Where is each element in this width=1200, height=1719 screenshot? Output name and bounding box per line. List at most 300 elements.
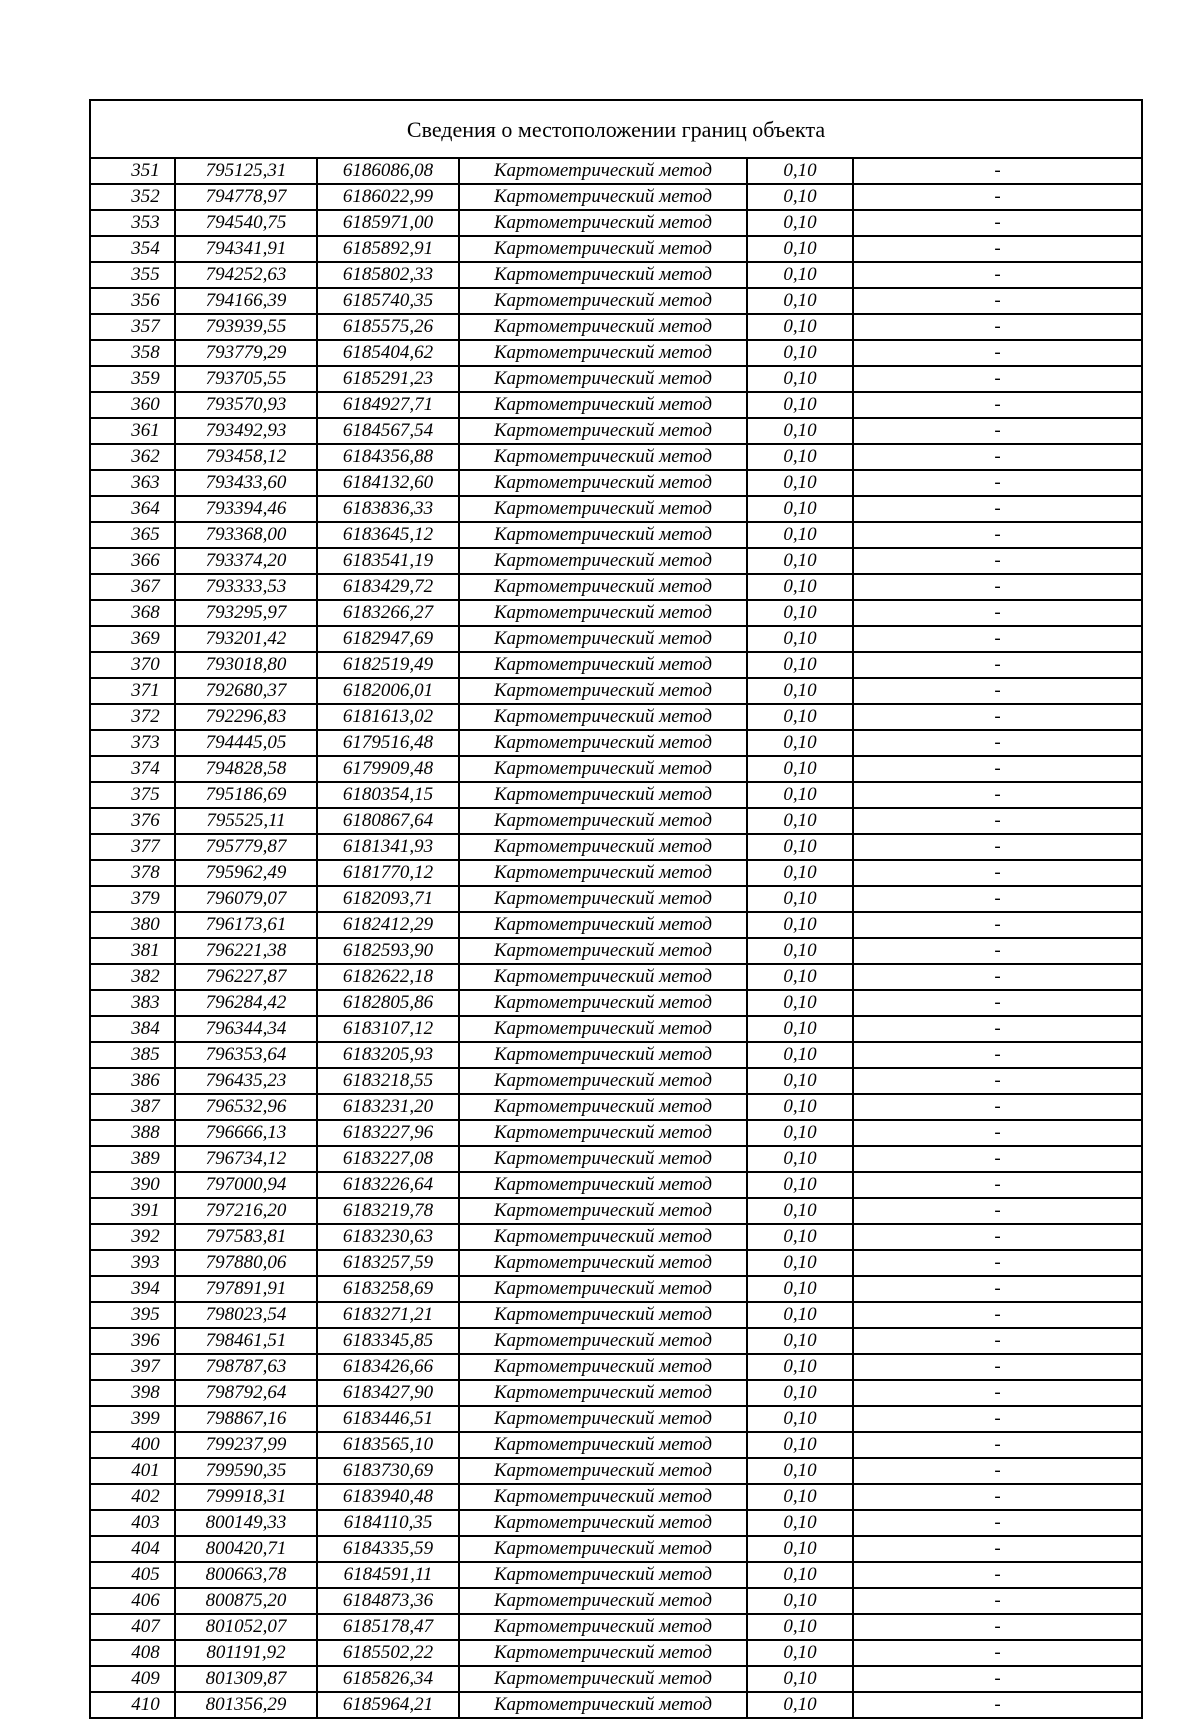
coordinate-x-cell: 793394,46 bbox=[175, 496, 317, 522]
description-cell: - bbox=[853, 782, 1141, 808]
method-cell: Картометрический метод bbox=[459, 1458, 747, 1484]
table-row bbox=[91, 1276, 1141, 1302]
table-row bbox=[91, 470, 1141, 496]
coordinate-y-cell: 6185291,23 bbox=[317, 366, 459, 392]
method-cell: Картометрический метод bbox=[459, 990, 747, 1016]
description-cell: - bbox=[853, 184, 1141, 210]
point-number-cell: 382 bbox=[91, 964, 175, 990]
method-cell: Картометрический метод bbox=[459, 1614, 747, 1640]
accuracy-cell: 0,10 bbox=[747, 1094, 853, 1120]
table-row bbox=[91, 964, 1141, 990]
table-row bbox=[91, 1510, 1141, 1536]
point-number-cell: 357 bbox=[91, 314, 175, 340]
coordinate-y-cell: 6184927,71 bbox=[317, 392, 459, 418]
accuracy-cell: 0,10 bbox=[747, 860, 853, 886]
coordinate-x-cell: 793705,55 bbox=[175, 366, 317, 392]
accuracy-cell: 0,10 bbox=[747, 1666, 853, 1692]
coordinate-y-cell: 6183730,69 bbox=[317, 1458, 459, 1484]
table-row bbox=[91, 1120, 1141, 1146]
method-cell: Картометрический метод bbox=[459, 782, 747, 808]
description-cell: - bbox=[853, 340, 1141, 366]
point-number-cell: 361 bbox=[91, 418, 175, 444]
coordinate-x-cell: 800875,20 bbox=[175, 1588, 317, 1614]
section-title: Сведения о местоположении границ объекта bbox=[91, 101, 1141, 159]
method-cell: Картометрический метод bbox=[459, 236, 747, 262]
point-number-cell: 368 bbox=[91, 600, 175, 626]
coordinate-y-cell: 6183257,59 bbox=[317, 1250, 459, 1276]
description-cell: - bbox=[853, 1094, 1141, 1120]
method-cell: Картометрический метод bbox=[459, 1380, 747, 1406]
description-cell: - bbox=[853, 522, 1141, 548]
description-cell: - bbox=[853, 1016, 1141, 1042]
method-cell: Картометрический метод bbox=[459, 262, 747, 288]
accuracy-cell: 0,10 bbox=[747, 938, 853, 964]
method-cell: Картометрический метод bbox=[459, 366, 747, 392]
coordinate-y-cell: 6183271,21 bbox=[317, 1302, 459, 1328]
accuracy-cell: 0,10 bbox=[747, 782, 853, 808]
accuracy-cell: 0,10 bbox=[747, 834, 853, 860]
table-row bbox=[91, 418, 1141, 444]
method-cell: Картометрический метод bbox=[459, 1406, 747, 1432]
coordinate-y-cell: 6183258,69 bbox=[317, 1276, 459, 1302]
description-cell: - bbox=[853, 1432, 1141, 1458]
method-cell: Картометрический метод bbox=[459, 1016, 747, 1042]
coordinate-x-cell: 798792,64 bbox=[175, 1380, 317, 1406]
coordinate-y-cell: 6185964,21 bbox=[317, 1692, 459, 1717]
method-cell: Картометрический метод bbox=[459, 340, 747, 366]
description-cell: - bbox=[853, 1614, 1141, 1640]
coordinate-y-cell: 6183940,48 bbox=[317, 1484, 459, 1510]
method-cell: Картометрический метод bbox=[459, 860, 747, 886]
coordinate-y-cell: 6182412,29 bbox=[317, 912, 459, 938]
accuracy-cell: 0,10 bbox=[747, 1276, 853, 1302]
coordinate-y-cell: 6182519,49 bbox=[317, 652, 459, 678]
point-number-cell: 400 bbox=[91, 1432, 175, 1458]
table-row bbox=[91, 340, 1141, 366]
table-row bbox=[91, 496, 1141, 522]
accuracy-cell: 0,10 bbox=[747, 678, 853, 704]
method-cell: Картометрический метод bbox=[459, 1302, 747, 1328]
coordinate-x-cell: 796227,87 bbox=[175, 964, 317, 990]
point-number-cell: 362 bbox=[91, 444, 175, 470]
coordinate-y-cell: 6185502,22 bbox=[317, 1640, 459, 1666]
point-number-cell: 374 bbox=[91, 756, 175, 782]
coordinate-x-cell: 796353,64 bbox=[175, 1042, 317, 1068]
table-row bbox=[91, 1354, 1141, 1380]
coordinate-y-cell: 6181613,02 bbox=[317, 704, 459, 730]
description-cell: - bbox=[853, 1120, 1141, 1146]
coordinate-y-cell: 6182006,01 bbox=[317, 678, 459, 704]
coordinate-y-cell: 6184873,36 bbox=[317, 1588, 459, 1614]
table-row bbox=[91, 1068, 1141, 1094]
description-cell: - bbox=[853, 756, 1141, 782]
description-cell: - bbox=[853, 1198, 1141, 1224]
method-cell: Картометрический метод bbox=[459, 1588, 747, 1614]
point-number-cell: 403 bbox=[91, 1510, 175, 1536]
coordinate-x-cell: 793295,97 bbox=[175, 600, 317, 626]
accuracy-cell: 0,10 bbox=[747, 470, 853, 496]
point-number-cell: 407 bbox=[91, 1614, 175, 1640]
coordinate-x-cell: 796344,34 bbox=[175, 1016, 317, 1042]
coordinate-x-cell: 793433,60 bbox=[175, 470, 317, 496]
accuracy-cell: 0,10 bbox=[747, 210, 853, 236]
method-cell: Картометрический метод bbox=[459, 1068, 747, 1094]
accuracy-cell: 0,10 bbox=[747, 1354, 853, 1380]
table-row bbox=[91, 1016, 1141, 1042]
accuracy-cell: 0,10 bbox=[747, 1198, 853, 1224]
accuracy-cell: 0,10 bbox=[747, 1146, 853, 1172]
point-number-cell: 391 bbox=[91, 1198, 175, 1224]
point-number-cell: 355 bbox=[91, 262, 175, 288]
method-cell: Картометрический метод bbox=[459, 756, 747, 782]
coordinate-y-cell: 6183230,63 bbox=[317, 1224, 459, 1250]
coordinate-y-cell: 6184132,60 bbox=[317, 470, 459, 496]
coordinate-y-cell: 6181341,93 bbox=[317, 834, 459, 860]
coordinate-x-cell: 794166,39 bbox=[175, 288, 317, 314]
method-cell: Картометрический метод bbox=[459, 496, 747, 522]
table-row bbox=[91, 886, 1141, 912]
table-row bbox=[91, 1094, 1141, 1120]
table-row bbox=[91, 1250, 1141, 1276]
description-cell: - bbox=[853, 159, 1141, 184]
method-cell: Картометрический метод bbox=[459, 522, 747, 548]
description-cell: - bbox=[853, 600, 1141, 626]
method-cell: Картометрический метод bbox=[459, 678, 747, 704]
table-row bbox=[91, 626, 1141, 652]
coordinate-x-cell: 800420,71 bbox=[175, 1536, 317, 1562]
coordinate-x-cell: 794252,63 bbox=[175, 262, 317, 288]
table-row bbox=[91, 1640, 1141, 1666]
coordinate-y-cell: 6183219,78 bbox=[317, 1198, 459, 1224]
coordinate-y-cell: 6183836,33 bbox=[317, 496, 459, 522]
coordinate-y-cell: 6183345,85 bbox=[317, 1328, 459, 1354]
description-cell: - bbox=[853, 1562, 1141, 1588]
table-row bbox=[91, 860, 1141, 886]
description-cell: - bbox=[853, 1068, 1141, 1094]
coordinate-x-cell: 793458,12 bbox=[175, 444, 317, 470]
coordinate-x-cell: 797880,06 bbox=[175, 1250, 317, 1276]
coordinate-y-cell: 6182593,90 bbox=[317, 938, 459, 964]
coordinate-x-cell: 799590,35 bbox=[175, 1458, 317, 1484]
coordinate-x-cell: 793333,53 bbox=[175, 574, 317, 600]
table-row bbox=[91, 1666, 1141, 1692]
table-row bbox=[91, 314, 1141, 340]
coordinate-y-cell: 6185971,00 bbox=[317, 210, 459, 236]
method-cell: Картометрический метод bbox=[459, 1224, 747, 1250]
method-cell: Картометрический метод bbox=[459, 1354, 747, 1380]
table-row bbox=[91, 1302, 1141, 1328]
accuracy-cell: 0,10 bbox=[747, 444, 853, 470]
accuracy-cell: 0,10 bbox=[747, 1510, 853, 1536]
coordinate-y-cell: 6183107,12 bbox=[317, 1016, 459, 1042]
coordinate-y-cell: 6185404,62 bbox=[317, 340, 459, 366]
accuracy-cell: 0,10 bbox=[747, 1328, 853, 1354]
coordinate-y-cell: 6183645,12 bbox=[317, 522, 459, 548]
coordinate-x-cell: 793018,80 bbox=[175, 652, 317, 678]
table-row bbox=[91, 1172, 1141, 1198]
accuracy-cell: 0,10 bbox=[747, 1484, 853, 1510]
table-row bbox=[91, 1146, 1141, 1172]
point-number-cell: 351 bbox=[91, 159, 175, 184]
description-cell: - bbox=[853, 1042, 1141, 1068]
coordinate-x-cell: 801356,29 bbox=[175, 1692, 317, 1717]
table-row bbox=[91, 730, 1141, 756]
point-number-cell: 377 bbox=[91, 834, 175, 860]
method-cell: Картометрический метод bbox=[459, 470, 747, 496]
point-number-cell: 379 bbox=[91, 886, 175, 912]
description-cell: - bbox=[853, 938, 1141, 964]
description-cell: - bbox=[853, 1250, 1141, 1276]
coordinate-y-cell: 6183427,90 bbox=[317, 1380, 459, 1406]
table-row bbox=[91, 1484, 1141, 1510]
table-row bbox=[91, 1458, 1141, 1484]
accuracy-cell: 0,10 bbox=[747, 1562, 853, 1588]
method-cell: Картометрический метод bbox=[459, 1250, 747, 1276]
method-cell: Картометрический метод bbox=[459, 886, 747, 912]
coordinate-x-cell: 794828,58 bbox=[175, 756, 317, 782]
accuracy-cell: 0,10 bbox=[747, 1224, 853, 1250]
coordinate-x-cell: 796666,13 bbox=[175, 1120, 317, 1146]
point-number-cell: 396 bbox=[91, 1328, 175, 1354]
method-cell: Картометрический метод bbox=[459, 392, 747, 418]
coordinate-x-cell: 801309,87 bbox=[175, 1666, 317, 1692]
table-row bbox=[91, 704, 1141, 730]
point-number-cell: 353 bbox=[91, 210, 175, 236]
method-cell: Картометрический метод bbox=[459, 1198, 747, 1224]
description-cell: - bbox=[853, 990, 1141, 1016]
table-row bbox=[91, 756, 1141, 782]
point-number-cell: 356 bbox=[91, 288, 175, 314]
method-cell: Картометрический метод bbox=[459, 314, 747, 340]
description-cell: - bbox=[853, 1302, 1141, 1328]
method-cell: Картометрический метод bbox=[459, 1328, 747, 1354]
table-row bbox=[91, 574, 1141, 600]
point-number-cell: 360 bbox=[91, 392, 175, 418]
accuracy-cell: 0,10 bbox=[747, 652, 853, 678]
accuracy-cell: 0,10 bbox=[747, 1458, 853, 1484]
coordinate-y-cell: 6183446,51 bbox=[317, 1406, 459, 1432]
coordinate-y-cell: 6185826,34 bbox=[317, 1666, 459, 1692]
accuracy-cell: 0,10 bbox=[747, 756, 853, 782]
table-row bbox=[91, 210, 1141, 236]
coordinate-y-cell: 6183231,20 bbox=[317, 1094, 459, 1120]
coordinate-x-cell: 794540,75 bbox=[175, 210, 317, 236]
coordinate-y-cell: 6186022,99 bbox=[317, 184, 459, 210]
coordinate-x-cell: 796734,12 bbox=[175, 1146, 317, 1172]
description-cell: - bbox=[853, 1354, 1141, 1380]
coordinate-y-cell: 6180354,15 bbox=[317, 782, 459, 808]
description-cell: - bbox=[853, 912, 1141, 938]
accuracy-cell: 0,10 bbox=[747, 496, 853, 522]
accuracy-cell: 0,10 bbox=[747, 1614, 853, 1640]
table-row bbox=[91, 392, 1141, 418]
coordinate-x-cell: 795962,49 bbox=[175, 860, 317, 886]
table-row bbox=[91, 600, 1141, 626]
method-cell: Картометрический метод bbox=[459, 730, 747, 756]
description-cell: - bbox=[994, 1694, 1001, 1715]
description-cell: - bbox=[853, 1484, 1141, 1510]
table-row bbox=[91, 1380, 1141, 1406]
method-cell: Картометрический метод bbox=[459, 574, 747, 600]
method-cell: Картометрический метод bbox=[459, 210, 747, 236]
coordinate-x-cell: 799237,99 bbox=[175, 1432, 317, 1458]
description-cell: - bbox=[853, 496, 1141, 522]
table-row bbox=[91, 1224, 1141, 1250]
table-row bbox=[91, 366, 1141, 392]
coordinate-x-cell: 801052,07 bbox=[175, 1614, 317, 1640]
coordinate-x-cell: 796173,61 bbox=[175, 912, 317, 938]
method-cell: Картометрический метод bbox=[459, 1692, 747, 1717]
coordinate-y-cell: 6183226,64 bbox=[317, 1172, 459, 1198]
accuracy-cell: 0,10 bbox=[747, 574, 853, 600]
coordinates-table-body bbox=[91, 159, 1141, 1717]
point-number-cell: 367 bbox=[91, 574, 175, 600]
coordinate-y-cell: 6184591,11 bbox=[317, 1562, 459, 1588]
point-number-cell: 363 bbox=[91, 470, 175, 496]
table-row bbox=[91, 1432, 1141, 1458]
table-row bbox=[91, 912, 1141, 938]
point-number-cell: 371 bbox=[91, 678, 175, 704]
point-number-cell: 384 bbox=[91, 1016, 175, 1042]
table-row bbox=[91, 938, 1141, 964]
description-cell: - bbox=[853, 470, 1141, 496]
coordinate-x-cell: 793368,00 bbox=[175, 522, 317, 548]
table-row bbox=[91, 990, 1141, 1016]
accuracy-cell: 0,10 bbox=[747, 1250, 853, 1276]
coordinate-x-cell: 796435,23 bbox=[175, 1068, 317, 1094]
point-number-cell: 385 bbox=[91, 1042, 175, 1068]
point-number-cell: 410 bbox=[91, 1692, 175, 1717]
coordinate-y-cell: 6185740,35 bbox=[317, 288, 459, 314]
point-number-cell: 373 bbox=[91, 730, 175, 756]
point-number-cell: 383 bbox=[91, 990, 175, 1016]
accuracy-cell: 0,10 bbox=[747, 548, 853, 574]
accuracy-cell: 0,10 bbox=[747, 314, 853, 340]
method-cell: Картометрический метод bbox=[459, 626, 747, 652]
coordinate-y-cell: 6185802,33 bbox=[317, 262, 459, 288]
point-number-cell: 376 bbox=[91, 808, 175, 834]
coordinate-y-cell: 6185892,91 bbox=[317, 236, 459, 262]
accuracy-cell: 0,10 bbox=[747, 990, 853, 1016]
description-cell: - bbox=[853, 314, 1141, 340]
coordinate-y-cell: 6183565,10 bbox=[317, 1432, 459, 1458]
description-cell: - bbox=[853, 626, 1141, 652]
point-number-cell: 386 bbox=[91, 1068, 175, 1094]
accuracy-cell: 0,10 bbox=[747, 1588, 853, 1614]
coordinate-y-cell: 6184356,88 bbox=[317, 444, 459, 470]
method-cell: Картометрический метод bbox=[459, 1276, 747, 1302]
coordinate-x-cell: 794778,97 bbox=[175, 184, 317, 210]
description-cell: - bbox=[853, 964, 1141, 990]
description-cell: - bbox=[853, 886, 1141, 912]
method-cell: Картометрический метод bbox=[459, 1666, 747, 1692]
description-cell: - bbox=[853, 574, 1141, 600]
table-row bbox=[91, 1692, 1141, 1717]
point-number-cell: 392 bbox=[91, 1224, 175, 1250]
coordinate-x-cell: 795125,31 bbox=[175, 159, 317, 184]
point-number-cell: 359 bbox=[91, 366, 175, 392]
accuracy-cell: 0,10 bbox=[747, 1380, 853, 1406]
accuracy-cell: 0,10 bbox=[747, 1640, 853, 1666]
coordinate-x-cell: 796079,07 bbox=[175, 886, 317, 912]
coordinate-x-cell: 800663,78 bbox=[175, 1562, 317, 1588]
table-row bbox=[91, 1614, 1141, 1640]
coordinate-x-cell: 800149,33 bbox=[175, 1510, 317, 1536]
description-cell: - bbox=[853, 1172, 1141, 1198]
accuracy-cell: 0,10 bbox=[747, 1042, 853, 1068]
point-number-cell: 394 bbox=[91, 1276, 175, 1302]
accuracy-cell: 0,10 bbox=[747, 184, 853, 210]
coordinate-y-cell: 6183227,96 bbox=[317, 1120, 459, 1146]
coordinate-x-cell: 796221,38 bbox=[175, 938, 317, 964]
method-cell: Картометрический метод bbox=[459, 1172, 747, 1198]
accuracy-cell: 0,10 bbox=[747, 236, 853, 262]
method-cell: Картометрический метод bbox=[459, 912, 747, 938]
point-number-cell: 399 bbox=[91, 1406, 175, 1432]
accuracy-cell: 0,10 bbox=[747, 730, 853, 756]
coordinate-x-cell: 793779,29 bbox=[175, 340, 317, 366]
coordinate-y-cell: 6184567,54 bbox=[317, 418, 459, 444]
table-row bbox=[91, 262, 1141, 288]
point-number-cell: 380 bbox=[91, 912, 175, 938]
method-cell: Картометрический метод bbox=[459, 1484, 747, 1510]
description-cell: - bbox=[853, 678, 1141, 704]
boundary-coordinates-section bbox=[89, 99, 1143, 1719]
accuracy-cell: 0,10 bbox=[747, 1302, 853, 1328]
point-number-cell: 388 bbox=[91, 1120, 175, 1146]
method-cell: Картометрический метод bbox=[459, 834, 747, 860]
point-number-cell: 401 bbox=[91, 1458, 175, 1484]
accuracy-cell: 0,10 bbox=[747, 366, 853, 392]
accuracy-cell: 0,10 bbox=[747, 912, 853, 938]
coordinate-y-cell: 6185178,47 bbox=[317, 1614, 459, 1640]
coordinate-y-cell: 6179516,48 bbox=[317, 730, 459, 756]
point-number-cell: 409 bbox=[91, 1666, 175, 1692]
table-row bbox=[91, 1406, 1141, 1432]
coordinate-x-cell: 798867,16 bbox=[175, 1406, 317, 1432]
description-cell: - bbox=[853, 1536, 1141, 1562]
method-cell: Картометрический метод bbox=[459, 964, 747, 990]
point-number-cell: 365 bbox=[91, 522, 175, 548]
table-row bbox=[91, 1042, 1141, 1068]
coordinate-y-cell: 6183541,19 bbox=[317, 548, 459, 574]
method-cell: Картометрический метод bbox=[459, 1432, 747, 1458]
table-row bbox=[91, 1536, 1141, 1562]
description-cell: - bbox=[853, 808, 1141, 834]
coordinate-x-cell: 794341,91 bbox=[175, 236, 317, 262]
table-row bbox=[91, 652, 1141, 678]
coordinate-x-cell: 792680,37 bbox=[175, 678, 317, 704]
method-cell: Картометрический метод bbox=[459, 288, 747, 314]
point-number-cell: 404 bbox=[91, 1536, 175, 1562]
coordinate-x-cell: 797891,91 bbox=[175, 1276, 317, 1302]
accuracy-cell: 0,10 bbox=[747, 964, 853, 990]
point-number-cell: 390 bbox=[91, 1172, 175, 1198]
method-cell: Картометрический метод bbox=[459, 418, 747, 444]
accuracy-cell: 0,10 bbox=[747, 808, 853, 834]
description-cell: - bbox=[853, 1146, 1141, 1172]
point-number-cell: 358 bbox=[91, 340, 175, 366]
coordinate-x-cell: 793492,93 bbox=[175, 418, 317, 444]
accuracy-cell: 0,10 bbox=[747, 886, 853, 912]
coordinate-y-cell: 6183205,93 bbox=[317, 1042, 459, 1068]
accuracy-cell: 0,10 bbox=[747, 392, 853, 418]
description-cell: - bbox=[853, 288, 1141, 314]
table-row bbox=[91, 1328, 1141, 1354]
point-number-cell: 405 bbox=[91, 1562, 175, 1588]
method-cell: Картометрический метод bbox=[459, 1536, 747, 1562]
description-cell: - bbox=[853, 236, 1141, 262]
